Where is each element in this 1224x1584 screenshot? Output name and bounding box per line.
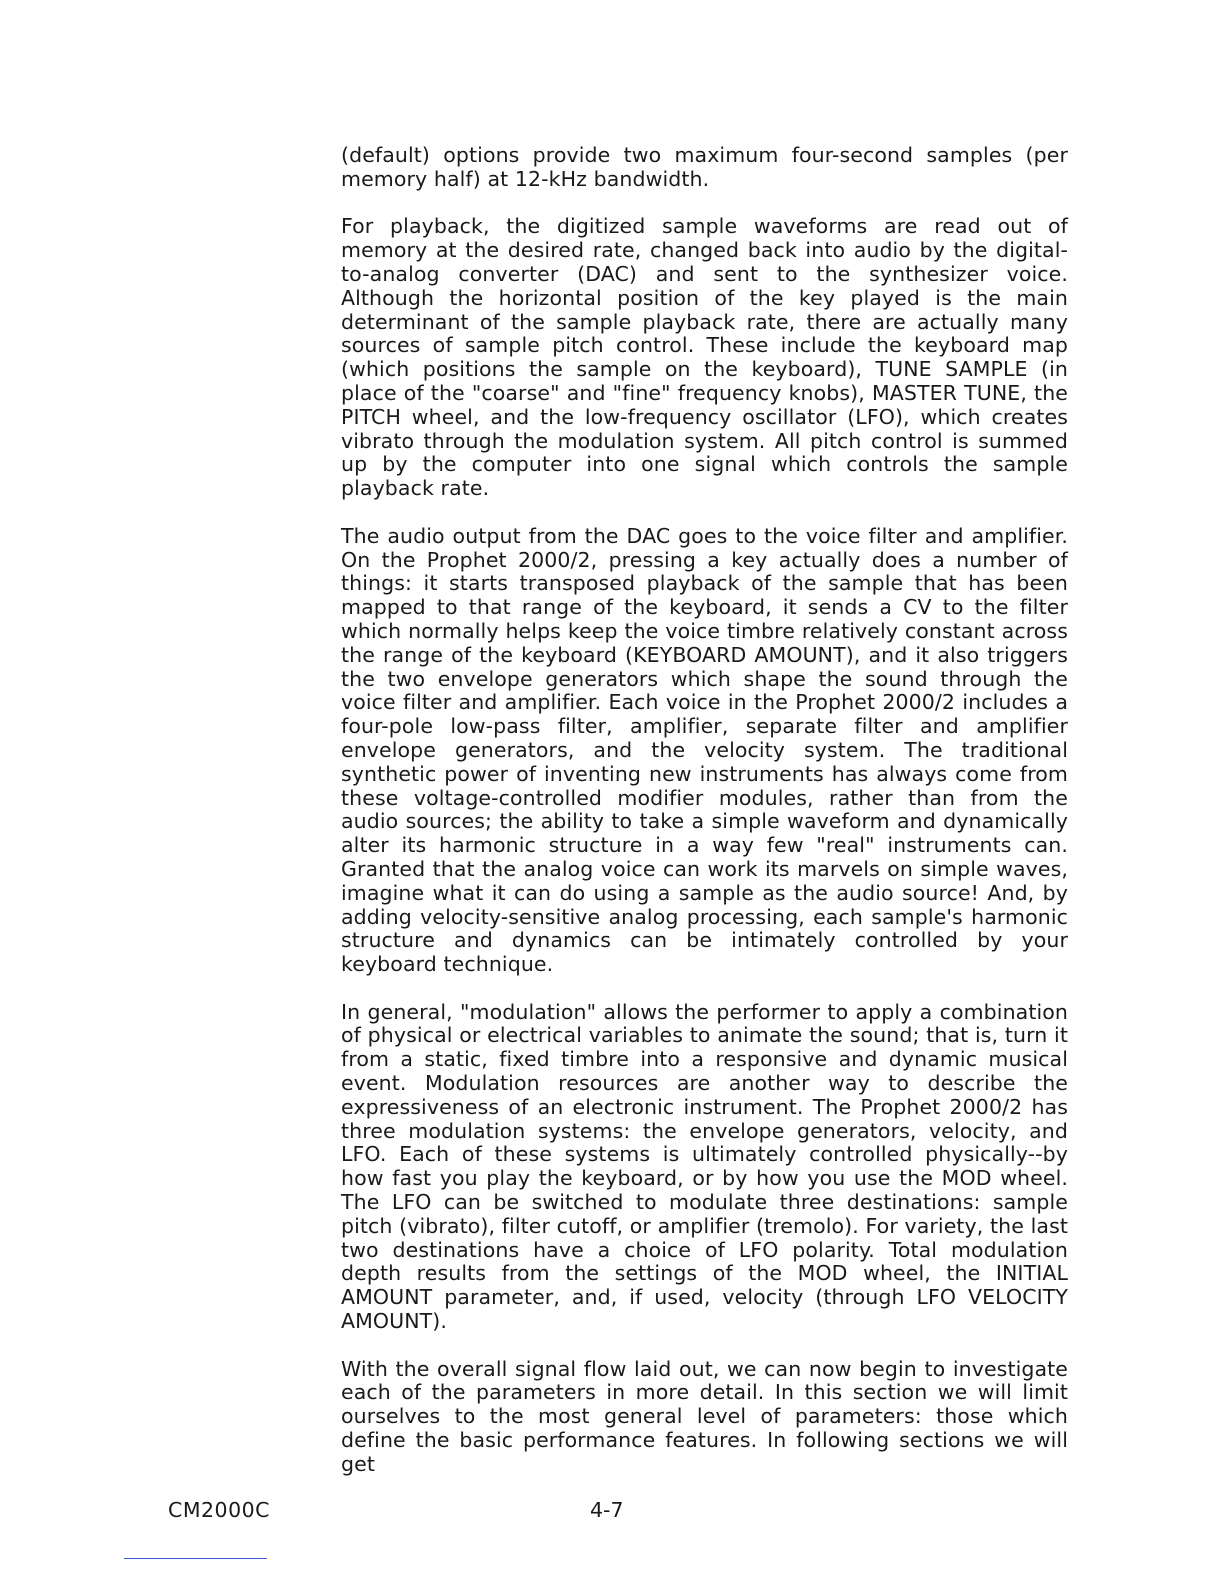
- body-text: [341, 144, 1068, 1500]
- footer-page-number: 4-7: [590, 1498, 624, 1522]
- footer-doc-code: CM2000C: [168, 1498, 270, 1522]
- footer-rule: [124, 1558, 267, 1559]
- paragraph-5: With the overall signal flow laid out, we can now begin to investigate each of the parameters in more detail. In this section we will limit ourselves to the most general level of parameters: those which define the basic performance features. In following sections we will get: [341, 1356, 1068, 1476]
- paragraph-3: The audio output from the DAC goes to the voice filter and amplifier. On the Prophet 2000/2, pressing a key actually does a number of things: it starts transposed playback of the sample that has been mapped to that range of the keyboard, it sends a CV to the filter which normally helps keep the voice timbre relatively constant across the range of the keyboard (KEYBOARD AMOUNT), and it also triggers the two envelope generators which shape the sound through the voice filter and amplifier. Each voice in the Prophet 2000/2 includes a four-pole low-pass filter, amplifier, separate filter and amplifier envelope generators, and the velocity system. The traditional synthetic power of inventing new instruments has always come from these voltage-controlled modifier modules, rather than from the audio sources; the ability to take a simple waveform and dynamically alter its harmonic structure in a way few "real" instruments can. Granted that the analog voice can work its marvels on simple waves, imagine what it can do using a sample as the audio source! And, by adding velocity-sensitive analog processing, each sample's harmonic structure and dynamics can be intimately controlled by your keyboard technique.: [341, 523, 1068, 977]
- paragraph-4: In general, "modulation" allows the performer to apply a combination of physical or electrical variables to animate the sound; that is, turn it from a static, fixed timbre into a responsive and dynamic musical event. Modulation resources are another way to describe the expressiveness of an electronic instrument. The Prophet 2000/2 has three modulation systems: the envelope generators, velocity, and LFO. Each of these systems is ultimately controlled physically--by how fast you play the keyboard, or by how you use the MOD wheel. The LFO can be switched to modulate three destinations: sample pitch (vibrato), filter cutoff, or amplifier (tremolo). For variety, the last two destinations have a choice of LFO polarity. Total modulation depth results from the settings of the MOD wheel, the INITIAL AMOUNT parameter, and, if used, velocity (through LFO VELOCITY AMOUNT).: [341, 999, 1068, 1334]
- paragraph-2: For playback, the digitized sample waveforms are read out of memory at the desired rate, changed back into audio by the digital-to-analog converter (DAC) and sent to the synthesizer voice. Although the horizontal position of the key played is the main determinant of the sample playback rate, there are actually many sources of sample pitch control. These include the keyboard map (which positions the sample on the keyboard), TUNE SAMPLE (in place of the "coarse" and "fine" frequency knobs), MASTER TUNE, the PITCH wheel, and the low-frequency oscillator (LFO), which creates vibrato through the modulation system. All pitch control is summed up by the computer into one signal which controls the sample playback rate.: [341, 214, 1068, 501]
- paragraph-1: (default) options provide two maximum four-second samples (per memory half) at 12-kHz bandwidth.: [341, 143, 1068, 191]
